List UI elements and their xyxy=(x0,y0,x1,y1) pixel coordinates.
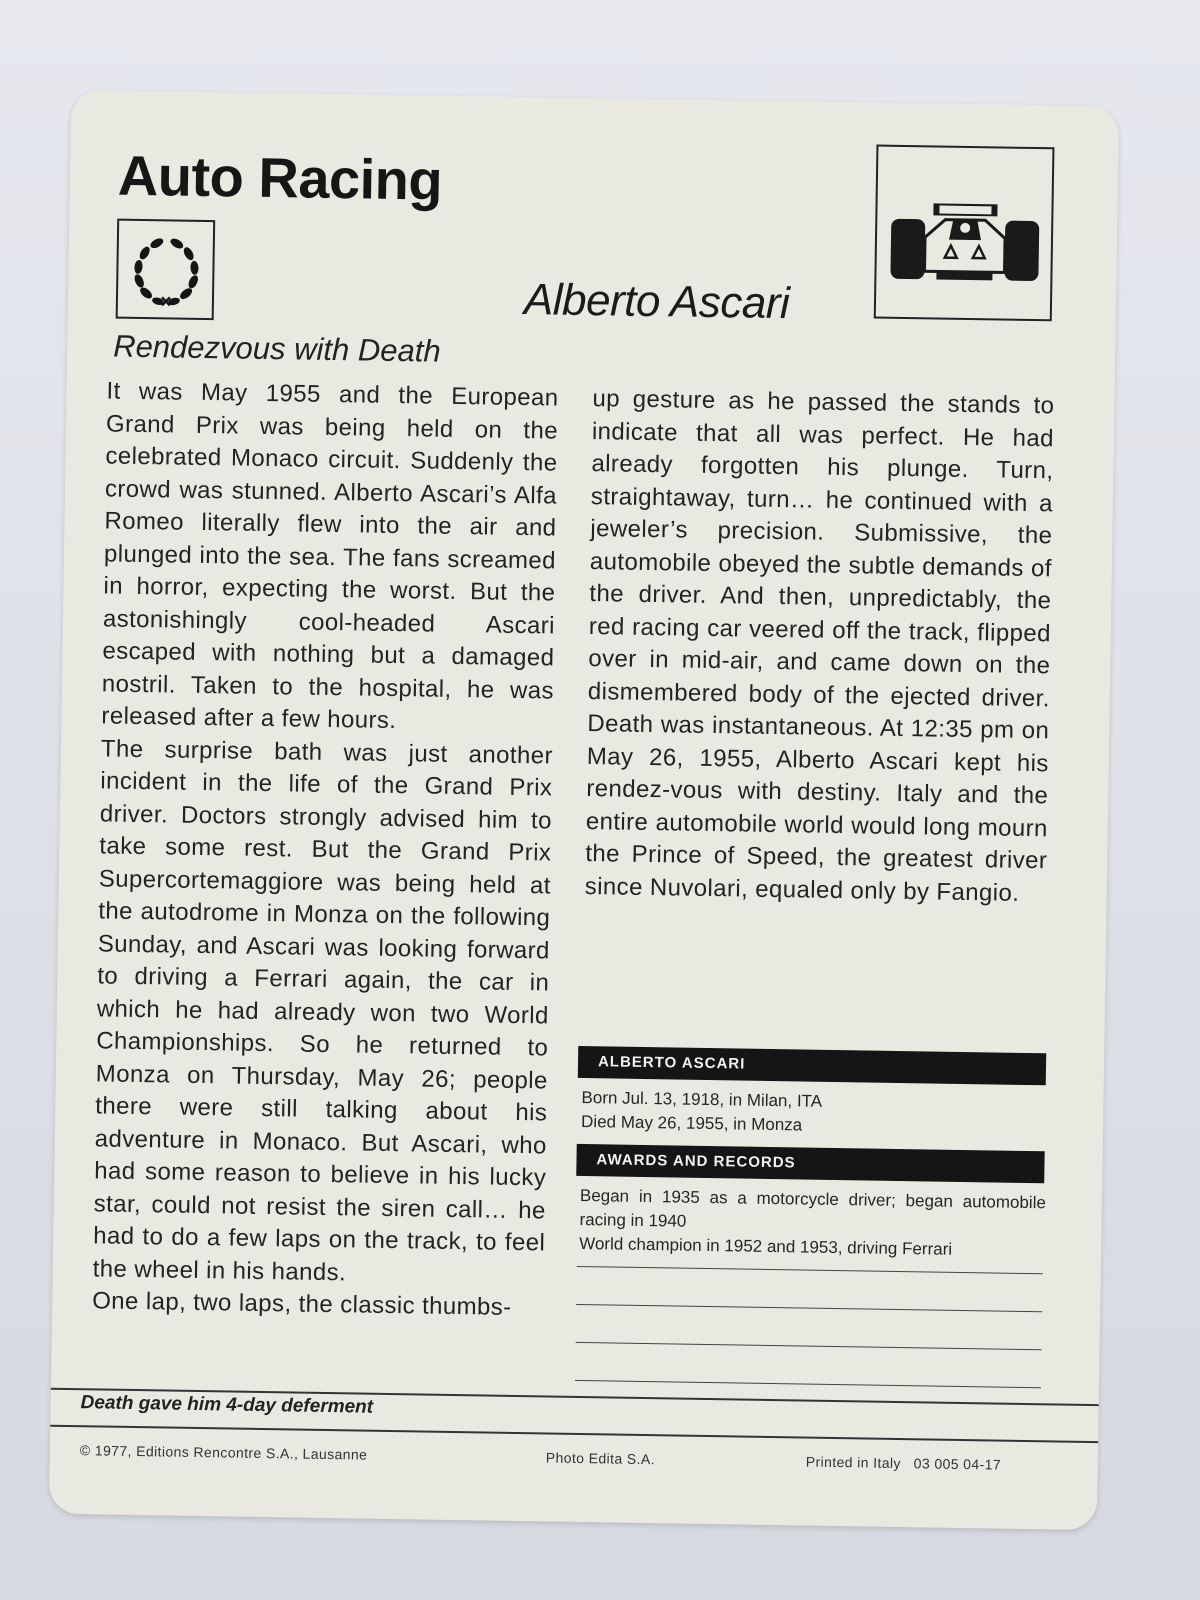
laurel-wreath-icon xyxy=(126,231,207,312)
trading-card xyxy=(49,90,1119,1530)
copyright-text: © 1977, Editions Rencontre S.A., Lausanne xyxy=(79,1442,368,1463)
paragraph: The surprise bath was just another incident in the life of the Grand Prix driver. Doctors strongly advised him to take some rest. But the Grand Prix Supercortemaggiore was being held at the autodrome in Monza on the following Sunday, and Ascari was looking forward to driving a Ferrari again, the car in which he had already won two World Championships. So he returned to Monza on Thursday, May 26; people there were still talking about his adventure in Monaco. But Ascari, who had some reason to believe in his lucky star, could not resist the siren call… he had to do a few laps on the track, to feel the wheel in his hands. xyxy=(92,734,554,1286)
race-car-icon xyxy=(888,197,1041,291)
paragraph: One lap, two laps, the classic thumbs- xyxy=(92,1287,512,1321)
sport-title: Auto Racing xyxy=(117,143,443,212)
awards-list xyxy=(579,1184,1046,1263)
blank-record-line xyxy=(575,1380,1041,1388)
died-line: Died May 26, 1955, in Monza xyxy=(580,1111,803,1135)
paragraph: It was May 1955 and the European Grand Prix was being held on the celebrated Monaco circuit. Suddenly the crowd was stunned. Alberto Ascari’s Alfa Romeo literally flew into the air and plunged into the sea. The fans screamed in horror, expecting the worst. But the astonishingly cool-headed Ascari escaped with nothing but a damaged nostril. Taken to the hospital, he was released after a few hours. xyxy=(101,377,559,735)
photo-credit: Photo Edita S.A. xyxy=(545,1449,656,1468)
body-column-right xyxy=(585,383,1055,910)
birth-death-info xyxy=(581,1086,1048,1141)
blank-record-line xyxy=(576,1342,1042,1350)
name-header-bar: ALBERTO ASCARI xyxy=(578,1046,1046,1085)
awards-header-bar: AWARDS AND RECORDS xyxy=(576,1144,1044,1183)
athlete-name: Alberto Ascari xyxy=(523,274,790,329)
award-item: World champion in 1952 and 1953, driving Ferrari xyxy=(579,1233,953,1259)
award-item: Began in 1935 as a motorcycle driver; began automobile racing in 1940 xyxy=(579,1185,1047,1231)
laurel-icon-box xyxy=(116,219,216,321)
footer-rule xyxy=(50,1425,1098,1443)
blank-record-line xyxy=(577,1266,1043,1274)
print-info: Printed in Italy 03 005 04-17 xyxy=(805,1453,1002,1473)
car-icon-box xyxy=(874,145,1055,322)
body-column-left xyxy=(92,375,559,1324)
footer-caption: Death gave him 4-day deferment xyxy=(80,1392,374,1418)
blank-record-line xyxy=(576,1304,1042,1312)
card-subtitle: Rendezvous with Death xyxy=(112,328,441,369)
born-line: Born Jul. 13, 1918, in Milan, ITA xyxy=(581,1087,823,1111)
paragraph: up gesture as he passed the stands to indicate that all was perfect. He had already forgotten his plunge. Turn, straightaway, turn… he continued with a jeweler’s precision. Submissive, the automobile obeyed the subtle demands of the driver. And then, unpredictably, the red racing car veered off the track, flipped over in mid-air, and came down on the dismembered body of the ejected driver. Death was instantaneous. At 12:35 pm on May 26, 1955, Alberto Ascari kept his rendez-vous with destiny. Italy and the entire automobile world would long mourn the Prince of Speed, the greatest driver since Nuvolari, equaled only by Fangio. xyxy=(584,385,1055,907)
